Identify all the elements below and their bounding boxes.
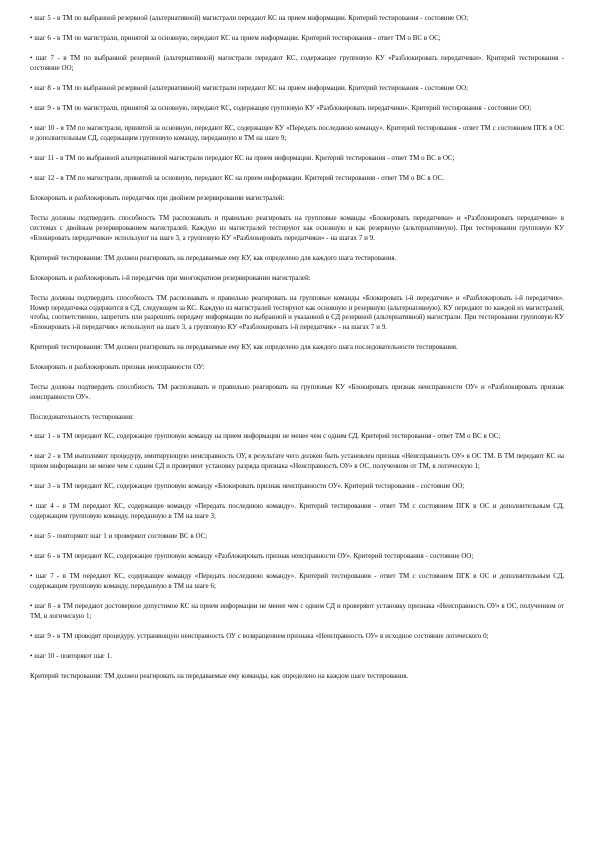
test-step-12: • шаг 12 - в ТМ по магистрали, принятой за основную, передают КС на прием информации. Критерий тестирования - ответ ТМ о ВС в ОС. bbox=[30, 173, 444, 182]
test-sequence-heading: Последовательность тестирования: bbox=[30, 413, 134, 422]
fault-test-step-2: • шаг 2 - в ТМ выполняют процедуру, имитирующую неисправность ОУ, в результате чего должен быть установлен признак «Неисправность ОУ» в ОС ТМ. В ТМ передают КС на прием информации не менее чем с одним СД и проверяют установку разряда признака «Неисправность ОУ» в ОС, полученном от ТМ, в логическую 1; bbox=[30, 452, 564, 471]
test-step-5: • шаг 5 - в ТМ по выбранной резервной (альтернативной) магистрали передают КС на прием информации. Критерий тестирования - состояние ОО; bbox=[30, 14, 469, 22]
document-body bbox=[30, 14, 564, 692]
fault-test-step-4: • шаг 4 - в ТМ передают КС, содержащее команду «Передать последнюю команду». Критерий тестирования - ответ ТМ с состоянием ПГК в ОС и дополнительным СД, содержащим групповую команду, переданную в ТМ на шаге 3; bbox=[30, 502, 564, 520]
section-heading-dual-redundancy: Блокировать и разблокировать передатчик при двойном резервировании магистралей: bbox=[30, 193, 285, 202]
test-step-11: • шаг 11 - в ТМ по выбранной альтернативной магистрали передают КС на прием информации. Критерий тестирования - ответ ТМ о ВС в ОС; bbox=[30, 153, 455, 162]
fault-test-step-3: • шаг 3 - в ТМ передают КС, содержащее групповую команду «Блокировать признак неисправности ОУ». Критерий тестирования - состояние ОО; bbox=[30, 482, 465, 491]
test-step-8: • шаг 8 - в ТМ по выбранной резервной (альтернативной) магистрали передают КС на прием информации. Критерий тестирования - состояние ОО; bbox=[30, 83, 469, 92]
fault-test-step-6: • шаг 6 - в ТМ передают КС, содержащее групповую команду «Разблокировать признак неисправности ОУ». Критерий тестирования - состояние ОО; bbox=[30, 551, 474, 560]
fault-test-step-7: • шаг 7 - в ТМ передают КС, содержащее команду «Передать последнюю команду». Критерий тестирования - ответ ТМ с состоянием ПГК в ОС и дополнительным СД, содержащим групповую команду, переданную в ТМ на шаге 6; bbox=[30, 571, 564, 590]
test-step-6: • шаг 6 - в ТМ по магистрали, принятой за основную, передают КС на прием информации. Критерий тестирования - ответ ТМ о ВС в ОС; bbox=[30, 34, 441, 42]
fault-test-step-8: • шаг 8 - в ТМ передают достоверное допустимое КС на прием информации не менее чем с одним СД и проверяют установку признака «Неисправность ОУ» в ОС, полученном от ТМ, в логическую 1; bbox=[30, 601, 564, 620]
section-body-fault-flag: Тесты должны подтвердить способность ТМ распознавать и правильно реагировать на групповые КУ «Блокировать признак неисправности ОУ» и «Разблокировать признак неисправности ОУ». bbox=[30, 383, 564, 402]
section-body-multiple-redundancy: Тесты должны подтвердить способность ТМ распознавать и правильно реагировать на групповые команды «Блокировать i-й передатчик» и «Разблокировать i-й передатчик». Номер передатчика содержится в СД, следующем за КС. Каждую из магистралей тестируют как основную и резервную (альтернативную). КУ передают по каждой из магистралей, чтобы, соответственно, запретить или разрешить передачу информации по выбранной и указанной в СД резервной (альтернативной) магистрали. При тестировании групповую КУ «Блокировать i-й передатчик» используют на шаге 3, а групповую КУ «Разблокировать i-й передатчик» - на шагах 7 и 9. bbox=[30, 293, 564, 332]
section-heading-multiple-redundancy: Блокировать и разблокировать i-й передатчик при многократном резервировании магистралей: bbox=[30, 273, 311, 282]
test-criterion-fault-flag: Критерий тестирования: ТМ должен реагировать на передаваемые ему команды, как определено на каждом шаге тестирования. bbox=[30, 671, 409, 680]
fault-test-step-9: • шаг 9 - в ТМ проводят процедуру, устраняющую неисправность ОУ с возвращением признака «Неисправность ОУ» в исходное состояние логического 0; bbox=[30, 631, 489, 640]
test-step-9: • шаг 9 - в ТМ по магистрали, принятой за основную, передают КС, содержащее групповую КУ «Разблокировать передатчики». Критерий тестирования - состояние ОО; bbox=[30, 103, 532, 112]
test-step-10: • шаг 10 - в ТМ по магистрали, принятой за основную, передают КС, содержащее КУ «Передать последнюю команду». Критерий тестирования - ответ ТМ с состоянием ПГК в ОС и дополнительным СД, содержащим групповую команду, переданную в ТМ на шаге 9; bbox=[30, 123, 564, 142]
fault-test-step-5: • шаг 5 - повторяют шаг 1 и проверяют состояние ВС в ОС; bbox=[30, 531, 208, 540]
test-criterion-multiple-redundancy: Критерий тестирования: ТМ должен реагировать на передаваемые ему КУ, как определено для каждого шага последовательности тестирования. bbox=[30, 343, 458, 352]
section-heading-fault-flag: Блокировать и разблокировать признак неисправности ОУ: bbox=[30, 363, 205, 372]
test-criterion-dual-redundancy: Критерий тестирования: ТМ должен реагировать на передаваемые ему КУ, как определено для каждого шага тестирования. bbox=[30, 253, 397, 262]
section-body-dual-redundancy: Тесты должны подтвердить способность ТМ распознавать и правильно реагировать на групповые команды «Блокировать передатчики» и «Разблокировать передатчики» в системах с двойным резервированием магистралей. Каждую из магистралей тестируют как основную и как резервную (альтернативную). При тестировании групповую КУ «Блокировать передатчики» используют на шаге 3, а групповую КУ «Разблокировать передатчики» - на шагах 7 и 9. bbox=[30, 213, 564, 242]
fault-test-step-10: • шаг 10 - повторяют шаг 1. bbox=[30, 651, 112, 660]
fault-test-step-1: • шаг 1 - в ТМ передают КС, содержащее групповую команду на прием информации не менее чем с одним СД. Критерий тестирования - ответ ТМ о ВС в ОС; bbox=[30, 432, 501, 441]
test-step-7: • шаг 7 - в ТМ по выбранной резервной (альтернативной) магистрали передают КС, содержащее групповую КУ «Разблокировать передатчики». Критерий тестирования - состояние ОО; bbox=[30, 54, 564, 72]
